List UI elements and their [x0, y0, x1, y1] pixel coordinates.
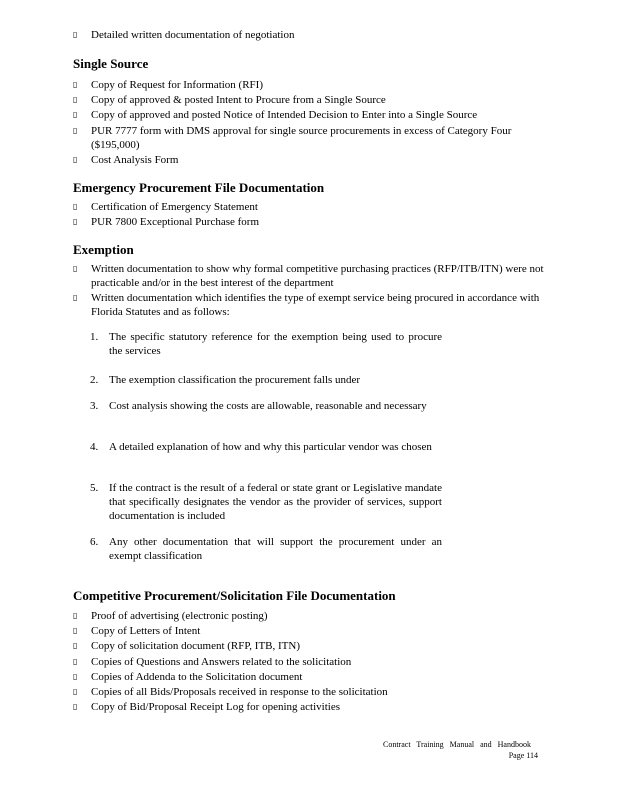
section-title-emergency: Emergency Procurement File Documentation: [73, 180, 325, 195]
bullet-icon: ▯: [73, 264, 78, 273]
intro-list: [73, 28, 553, 43]
list-item: ▯ PUR 7777 form with DMS approval for single source procurements in excess of Category Four ($195,000): [73, 124, 512, 151]
bullet-icon: ▯: [73, 217, 78, 227]
bullet-icon: ▯: [73, 154, 78, 164]
list-item: ▯ Certification of Emergency Statement: [73, 201, 258, 213]
bullet-icon: ▯: [73, 293, 78, 303]
bullet-icon: ▯: [73, 95, 78, 105]
numbered-item: 4. A detailed explanation of how and why this particular vendor was chosen: [90, 441, 432, 453]
exemption-list: [73, 262, 553, 320]
section-title-single-source: Single Source: [73, 56, 149, 71]
bullet-icon: ▯: [73, 671, 78, 681]
section-title-competitive: Competitive Procurement/Solicitation File Documentation: [73, 588, 396, 603]
section-title-exemption: Exemption: [73, 242, 134, 257]
numbered-item: 5. If the contract is the result of a federal or state grant or Legislative mandate that specifically designates the vendor as the provider of services, support documentation is included: [90, 482, 442, 522]
list-item: ▯ Detailed written documentation of negotiation: [73, 29, 295, 41]
list-item: ▯ Copy of Letters of Intent: [73, 625, 201, 638]
numbered-item: 2. The exemption classification the procurement falls under: [90, 374, 361, 386]
list-item: ▯ Written documentation which identifies the type of exempt service being procured in accordance with Florida Statutes and as follows:: [73, 292, 540, 319]
footer-title: Contract Training Manual and Handbook: [383, 740, 531, 749]
list-item: ▯ Copy of Bid/Proposal Receipt Log for opening activities: [73, 701, 340, 714]
emergency-list: [73, 200, 553, 230]
bullet-icon: ▯: [73, 686, 78, 696]
bullet-icon: ▯: [73, 626, 78, 636]
numbered-item: 6. Any other documentation that will support the procurement under an exempt classification: [90, 536, 442, 562]
list-item: ▯ Copies of all Bids/Proposals received in response to the solicitation: [73, 685, 388, 698]
list-item: ▯ Cost Analysis Form: [73, 153, 179, 166]
list-item: ▯ Copy of Request for Information (RFI): [73, 79, 263, 91]
competitive-list: [73, 609, 553, 715]
single-source-list: [73, 78, 553, 168]
list-item: ▯ Written documentation to show why formal competitive purchasing practices (RFP/ITB/ITN) were not practicable and/or in the best interest of the department: [73, 263, 544, 289]
bullet-icon: ▯: [73, 656, 78, 666]
list-item: ▯ Copy of approved and posted Notice of Intended Decision to Enter into a Single Source: [73, 109, 478, 122]
page-number: Page 114: [508, 751, 538, 760]
bullet-icon: ▯: [73, 110, 78, 120]
bullet-icon: ▯: [73, 202, 78, 211]
bullet-icon: ▯: [73, 702, 78, 712]
list-item: ▯ Copies of Questions and Answers related to the solicitation: [73, 655, 352, 668]
list-item: ▯ Proof of advertising (electronic posting): [73, 610, 268, 622]
list-item: ▯ Copies of Addenda to the Solicitation document: [73, 670, 303, 683]
list-item: ▯ PUR 7800 Exceptional Purchase form: [73, 216, 260, 229]
numbered-item: 1. The specific statutory reference for the exemption being used to procure the services: [90, 331, 442, 357]
bullet-icon: ▯: [73, 80, 78, 89]
list-item: ▯ Copy of solicitation document (RFP, ITB, ITN): [73, 640, 300, 653]
page-footer: [383, 739, 543, 761]
bullet-icon: ▯: [73, 30, 78, 39]
bullet-icon: ▯: [73, 641, 78, 651]
numbered-item: 3. Cost analysis showing the costs are allowable, reasonable and necessary: [90, 400, 427, 412]
bullet-icon: ▯: [73, 611, 78, 620]
list-item: ▯ Copy of approved & posted Intent to Procure from a Single Source: [73, 94, 386, 107]
bullet-icon: ▯: [73, 125, 78, 135]
